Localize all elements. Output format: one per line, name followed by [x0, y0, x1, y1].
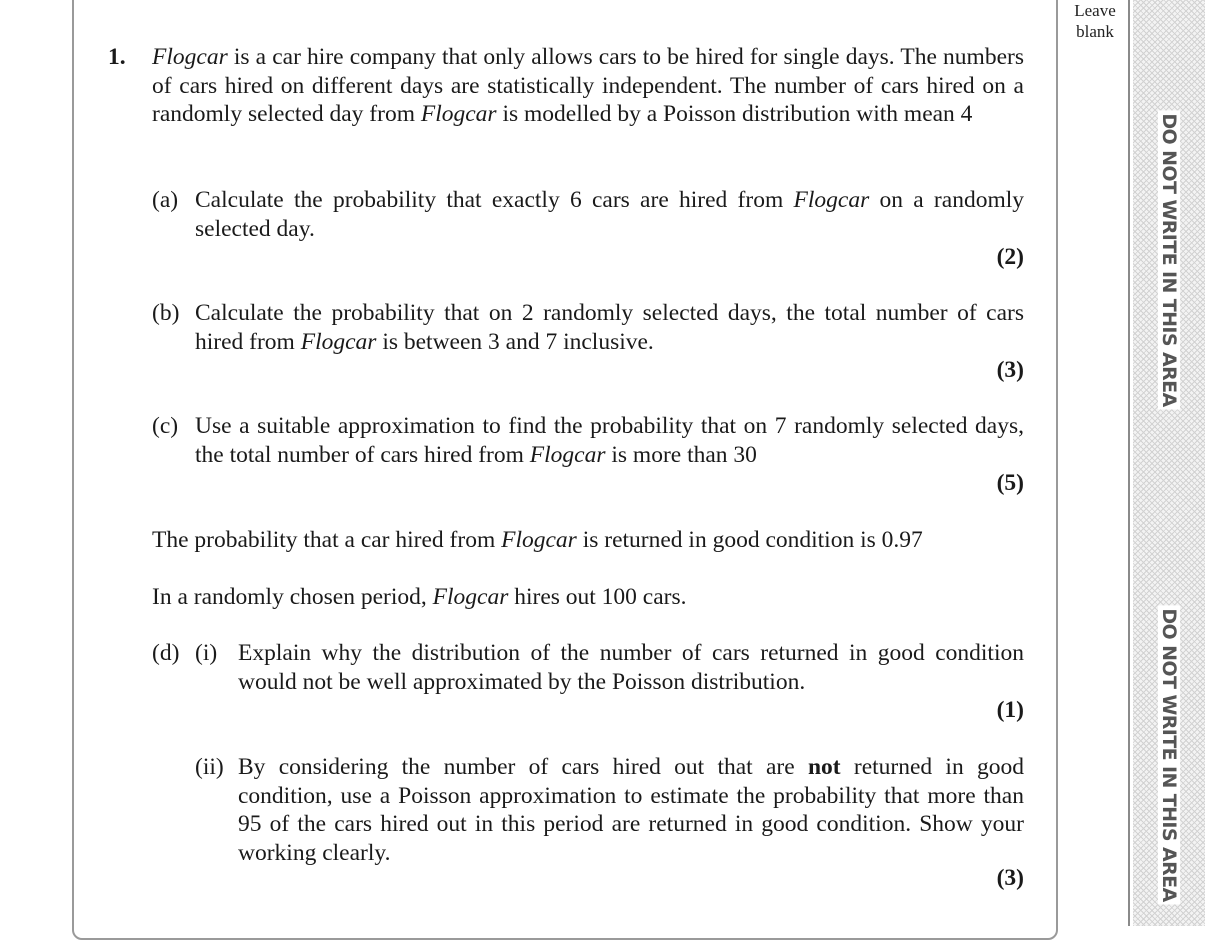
part-a-text: Calculate the probability that exactly 6 cars are hired from Flogcar on a randomly selected day.	[195, 187, 1024, 242]
leave-blank-label	[1062, 0, 1128, 42]
warning-text-bottom: DO NOT WRITE IN THIS AREA	[1158, 605, 1180, 904]
info-period: In a randomly chosen period, Flogcar hires out 100 cars.	[152, 584, 687, 610]
company-name: Flogcar	[529, 441, 606, 468]
leave-label: Leave	[1074, 1, 1116, 20]
company-name: Flogcar	[420, 101, 497, 127]
company-name: Flogcar	[501, 527, 577, 553]
part-a-label: (a)	[152, 187, 179, 213]
part-c-label: (c)	[152, 413, 179, 439]
company-name: Flogcar	[300, 328, 377, 355]
margin-rule	[1128, 0, 1130, 926]
info-condition: The probability that a car hired from Flogcar is returned in good condition is 0.97	[152, 527, 923, 553]
part-a-marks: (2)	[996, 244, 1024, 270]
part-d-i-marks: (1)	[996, 697, 1024, 723]
part-d-i-label: (i)	[195, 640, 218, 666]
company-name: Flogcar	[152, 44, 228, 70]
company-name: Flogcar	[793, 187, 870, 213]
company-name: Flogcar	[432, 584, 509, 610]
warning-text-top: DO NOT WRITE IN THIS AREA	[1158, 110, 1180, 409]
part-d-i-text: Explain why the distribution of the number of cars returned in good condition would not be well approximated by the Poisson distribution.	[238, 640, 1024, 695]
part-c-marks: (5)	[996, 470, 1024, 496]
question-stem: Flogcar is a car hire company that only allows cars to be hired for single days. The numbers of cars hired on different days are statistically independent. The number of cars hired on a randomly selected day from Flogcar is modelled by a Poisson distribution with mean 4	[152, 44, 1024, 127]
part-b-text: Calculate the probability that on 2 randomly selected days, the total number of cars hired from Flogcar is between 3 and 7 inclusive.	[195, 300, 1024, 355]
part-d-label: (d)	[152, 640, 180, 666]
part-d-ii-label: (ii)	[195, 754, 224, 780]
blank-label: blank	[1076, 22, 1114, 41]
part-d-ii-marks: (3)	[996, 865, 1024, 891]
part-c-text: Use a suitable approximation to find the probability that on 7 randomly selected days, the total number of cars hired from Flogcar is more than 30	[195, 413, 1024, 468]
part-d-ii-text: By considering the number of cars hired out that are not returned in good condition, use a Poisson approximation to estimate the probability that more than 95 of the cars hired out in this period are returned in good condition. Show your working clearly.	[238, 754, 1024, 866]
part-b-label: (b)	[152, 300, 180, 326]
emphasis-not: not	[807, 754, 841, 780]
question-number: 1.	[108, 44, 126, 70]
part-b-marks: (3)	[996, 357, 1024, 383]
